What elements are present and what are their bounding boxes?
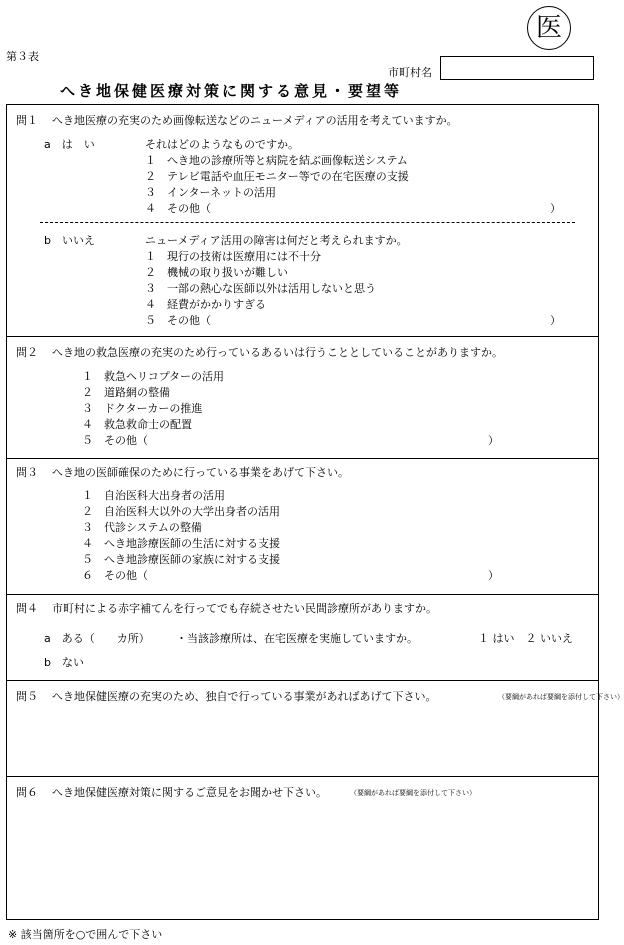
close-paren: ） (550, 314, 561, 327)
q3-option[interactable]: ３ 代診システムの整備 (82, 521, 202, 534)
q5-label: 問５ (16, 690, 38, 703)
dashed-separator (40, 222, 575, 223)
q6-note: （要綱があれば要綱を添付して下さい） (350, 789, 476, 797)
q1-b-option[interactable]: ５ その他（ (145, 314, 211, 327)
q2-option[interactable]: ５ その他（ (82, 434, 148, 447)
q1-a-option[interactable]: ３ インターネットの活用 (145, 186, 277, 199)
divider (6, 458, 599, 459)
q1-b-option[interactable]: ２ 機械の取り扱いが難しい (145, 266, 288, 279)
close-paren: ） (550, 202, 561, 215)
municipality-label: 市町村名 (388, 66, 432, 79)
table-number: 第３表 (6, 50, 39, 63)
q3-option[interactable]: ５ へき地診療医師の家族に対する支援 (82, 553, 280, 566)
q4-label: 問４ (16, 602, 38, 615)
q2-option[interactable]: ２ 道路網の整備 (82, 386, 170, 399)
q6-label: 問６ (16, 786, 38, 799)
q2-option[interactable]: ３ ドクターカーの推進 (82, 402, 203, 415)
q3-option[interactable]: １ 自治医科大出身者の活用 (82, 489, 225, 502)
q1-option-b[interactable]: b いいえ (44, 234, 95, 247)
q1-b-option[interactable]: １ 現行の技術は医療用には不十分 (145, 250, 321, 263)
close-paren: ） (488, 569, 499, 582)
q6-answer-area[interactable] (8, 804, 597, 918)
q3-option[interactable]: ６ その他（ (82, 569, 148, 582)
q1-b-subquestion: ニューメディア活用の障害は何だと考えられますか。 (145, 234, 408, 247)
divider (6, 594, 599, 595)
q4-followup: ・当該診療所は、在宅医療を実施していますか。 (176, 632, 418, 645)
q5-answer-area[interactable] (8, 706, 597, 774)
q1-a-subquestion: それはどのようなものですか。 (145, 138, 299, 151)
q2-option[interactable]: ４ 救急救命士の配置 (82, 418, 192, 431)
close-paren: ） (488, 434, 499, 447)
q6-text: へき地保健医療対策に関するご意見をお聞かせ下さい。 (52, 786, 327, 799)
q1-label: 問１ (16, 114, 38, 127)
q3-label: 問３ (16, 466, 38, 479)
q2-option[interactable]: １ 救急ヘリコプターの活用 (82, 370, 225, 383)
q5-text: へき地保健医療の充実のため、独自で行っている事業があればあげて下さい。 (52, 690, 437, 703)
q1-text: へき地医療の充実のため画像転送などのニューメディアの活用を考えていますか。 (52, 114, 458, 127)
q1-b-option[interactable]: ４ 経費がかかりすぎる (145, 298, 266, 311)
q3-text: へき地の医師確保のために行っている事業をあげて下さい。 (52, 466, 349, 479)
q2-text: へき地の救急医療の充実のため行っているあるいは行うこととしていることがありますか。 (52, 346, 503, 359)
q4-text: 市町村による赤字補てんを行ってでも存続させたい民間診療所がありますか。 (52, 602, 437, 615)
q4-option-b[interactable]: b ない (44, 656, 84, 669)
q3-option[interactable]: ４ へき地診療医師の生活に対する支援 (82, 537, 280, 550)
page-title: へき地保健医療対策に関する意見・要望等 (60, 82, 403, 100)
medical-stamp: 医 (527, 6, 571, 50)
q5-note: （要綱があれば要綱を添付して下さい） (498, 693, 624, 701)
footer-note: ※ 該当箇所を○で囲んで下さい (8, 928, 163, 941)
municipality-input[interactable] (440, 56, 594, 80)
q2-label: 問２ (16, 346, 38, 359)
q1-a-option[interactable]: ４ その他（ (145, 202, 211, 215)
q4-followup-choices[interactable]: １ はい ２ いいえ (478, 632, 573, 645)
q1-a-option[interactable]: ２ テレビ電話や血圧モニター等での在宅医療の支援 (145, 170, 409, 183)
divider (6, 680, 599, 681)
q4-option-a[interactable]: a ある（ カ所） (44, 632, 150, 645)
q1-a-option[interactable]: １ へき地の診療所等と病院を結ぶ画像転送システム (145, 154, 408, 167)
q1-b-option[interactable]: ３ 一部の熱心な医師以外は活用しないと思う (145, 282, 376, 295)
divider (6, 336, 599, 337)
q3-option[interactable]: ２ 自治医科大以外の大学出身者の活用 (82, 505, 280, 518)
q1-option-a[interactable]: a は い (44, 138, 95, 151)
divider (6, 776, 599, 777)
